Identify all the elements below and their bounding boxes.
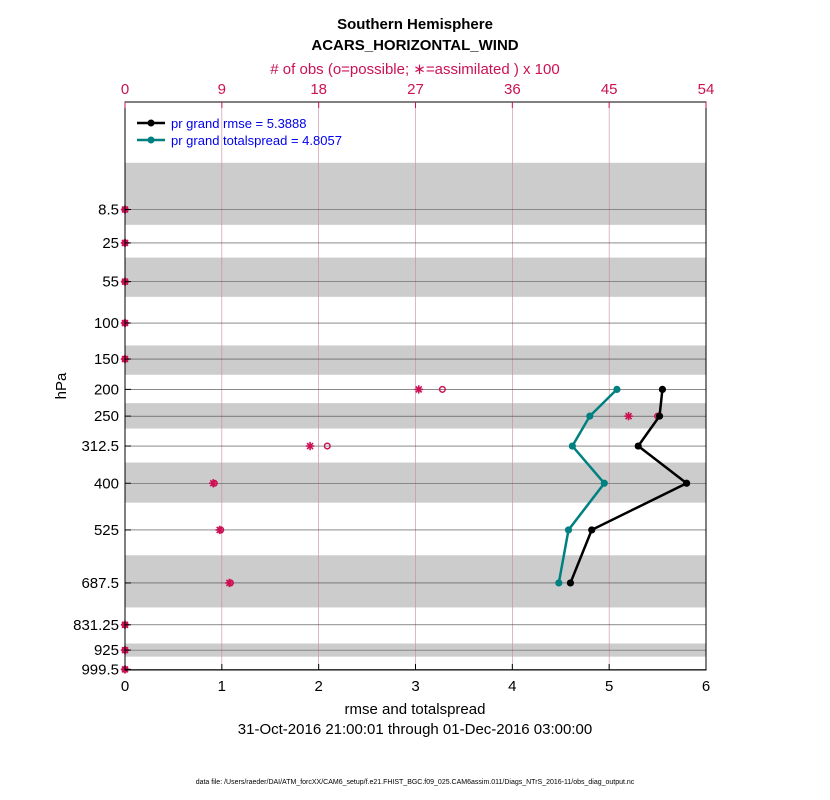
series-1-point-2 xyxy=(569,442,576,449)
x-tick-label-5: 5 xyxy=(604,678,614,695)
y-tick-label-7: 312.5 xyxy=(81,438,119,456)
top-tick-label-27: 27 xyxy=(407,81,424,98)
series-0-point-2 xyxy=(635,442,642,449)
top-tick-label-45: 45 xyxy=(600,81,618,98)
obs-assimilated-10 xyxy=(225,579,233,587)
legend-label-spread: pr grand totalspread = 4.8057 xyxy=(171,133,342,148)
series-1-point-5 xyxy=(555,579,562,586)
y-axis-label: hPa xyxy=(53,372,70,400)
x-tick-label-3: 3 xyxy=(411,678,420,695)
top-tick-label-9: 9 xyxy=(217,81,227,98)
series-0-point-3 xyxy=(683,480,690,487)
x-tick-label-0: 0 xyxy=(120,678,130,695)
top-tick-label-54: 54 xyxy=(697,81,715,98)
legend-marker-rmse xyxy=(148,120,155,127)
series-1-point-1 xyxy=(586,413,593,420)
legend xyxy=(137,116,342,148)
chart-subtitle: ACARS_HORIZONTAL_WIND xyxy=(311,37,519,54)
series-0-point-4 xyxy=(588,526,595,533)
series-1-point-3 xyxy=(601,480,608,487)
y-tick-label-10: 687.5 xyxy=(81,574,119,592)
y-tick-label-0: 8.5 xyxy=(98,201,119,219)
series-1-point-0 xyxy=(613,386,620,393)
y-tick-label-6: 250 xyxy=(93,408,119,426)
x-axis-label: rmse and totalspread xyxy=(344,701,486,718)
top-axis-label: # of obs (o=possible; ∗=assimilated ) x 100 xyxy=(270,61,560,78)
y-tick-label-11: 831.25 xyxy=(73,616,119,634)
series-1-point-4 xyxy=(565,526,572,533)
series-0-point-0 xyxy=(659,386,666,393)
top-tick-label-36: 36 xyxy=(503,81,521,98)
legend-marker-spread xyxy=(148,137,155,144)
y-tick-label-13: 999.5 xyxy=(81,661,119,679)
obs-assimilated-8 xyxy=(209,479,217,487)
x-tick-label-6: 6 xyxy=(701,678,711,695)
date-range: 31-Oct-2016 21:00:01 through 01-Dec-2016 03:00:00 xyxy=(237,721,593,738)
chart-title: Southern Hemisphere xyxy=(337,16,493,33)
obs-assimilated-6 xyxy=(624,412,632,420)
y-tick-label-9: 525 xyxy=(93,521,119,539)
y-tick-label-2: 55 xyxy=(102,273,119,291)
data-file-footnote: data file: /Users/raeder/DAI/ATM_forcXX/CAM6_setup/f.e21.FHIST_BGC.f09_025.CAM6assim.011/Diags_NTrS_2016-11/obs_diag_output.nc xyxy=(195,779,635,786)
y-tick-label-4: 150 xyxy=(93,351,119,369)
series-0-point-1 xyxy=(656,413,663,420)
x-tick-label-4: 4 xyxy=(508,678,517,695)
y-tick-label-3: 100 xyxy=(93,315,119,333)
y-tick-label-1: 25 xyxy=(102,234,119,252)
y-tick-label-8: 400 xyxy=(93,475,119,493)
y-tick-label-5: 200 xyxy=(93,381,119,399)
obs-assimilated-7 xyxy=(306,442,314,450)
x-tick-label-2: 2 xyxy=(314,678,323,695)
top-tick-label-0: 0 xyxy=(120,81,130,98)
y-tick-label-12: 925 xyxy=(93,642,119,660)
obs-assimilated-5 xyxy=(415,385,423,393)
top-tick-label-18: 18 xyxy=(310,81,328,98)
series-0-point-5 xyxy=(567,579,574,586)
x-tick-label-1: 1 xyxy=(217,678,227,695)
obs-assimilated-9 xyxy=(215,526,223,534)
legend-label-rmse: pr grand rmse = 5.3888 xyxy=(171,116,307,131)
